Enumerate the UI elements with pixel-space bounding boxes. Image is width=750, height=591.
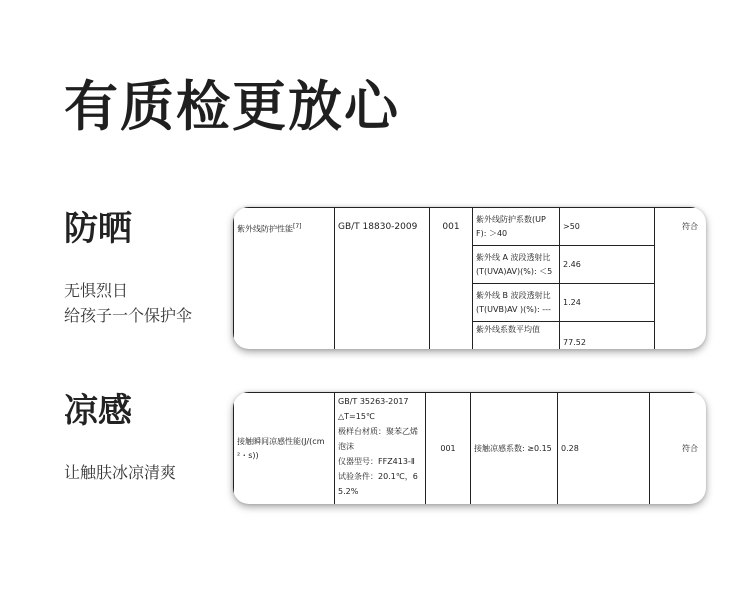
test-standard-cell	[335, 393, 426, 505]
test-param-cell: 紫外线 B 波段透射比(T(UVB)AV )(%): ---	[473, 284, 560, 322]
cool-section-title: 凉感	[64, 391, 132, 431]
table-row	[234, 208, 707, 246]
test-item-cell	[234, 208, 335, 350]
cool-test-card	[233, 392, 706, 504]
test-item-cell: 接触瞬间凉感性能(J/(cm²・s))	[234, 393, 335, 505]
test-value-cell: 0.28	[558, 393, 650, 505]
test-param-cell: 接触凉感系数: ≥0.15	[471, 393, 558, 505]
test-item-label: 紫外线防护性能	[237, 224, 293, 234]
cool-test-table	[233, 392, 706, 504]
test-item-footnote: [7]	[293, 223, 302, 230]
test-param-cell: 紫外线防护系数(UPF): ＞40	[473, 208, 560, 246]
sun-section-desc-line1: 无惧烈日	[64, 281, 129, 300]
test-standard-cell: GB/T 18830-2009	[335, 208, 430, 350]
standard-line: 试验条件：20.1℃，65.2%	[338, 472, 418, 496]
test-code-cell: 001	[426, 393, 471, 505]
test-param-cell: 紫外线 A 波段透射比(T(UVA)AV)(%): ＜5	[473, 246, 560, 284]
sun-section-desc-line2: 给孩子一个保护伞	[64, 306, 193, 325]
page-headline: 有质检更放心	[64, 75, 400, 138]
test-result-cell: 符合	[650, 393, 707, 505]
standard-line: 极样台材质：聚苯乙烯泡沫	[338, 427, 418, 451]
test-result-cell: 符合	[655, 208, 707, 350]
sun-test-table	[233, 207, 706, 349]
standard-line: 仪器型号：FFZ413-Ⅱ	[338, 457, 415, 466]
table-row	[234, 393, 707, 505]
standard-line: △T=15℃	[338, 412, 375, 421]
standard-line: GB/T 35263-2017	[338, 397, 409, 406]
test-value-cell: 2.46	[560, 246, 655, 284]
test-param-cell: 紫外线系数平均值	[473, 322, 560, 350]
sun-test-card	[233, 207, 706, 349]
test-value-cell: >50	[560, 208, 655, 246]
test-value-cell: 77.52	[560, 322, 655, 350]
cool-section-desc: 让触肤冰凉清爽	[64, 463, 177, 482]
test-code-cell: 001	[430, 208, 473, 350]
test-value-cell: 1.24	[560, 284, 655, 322]
sun-section-title: 防晒	[64, 209, 132, 249]
